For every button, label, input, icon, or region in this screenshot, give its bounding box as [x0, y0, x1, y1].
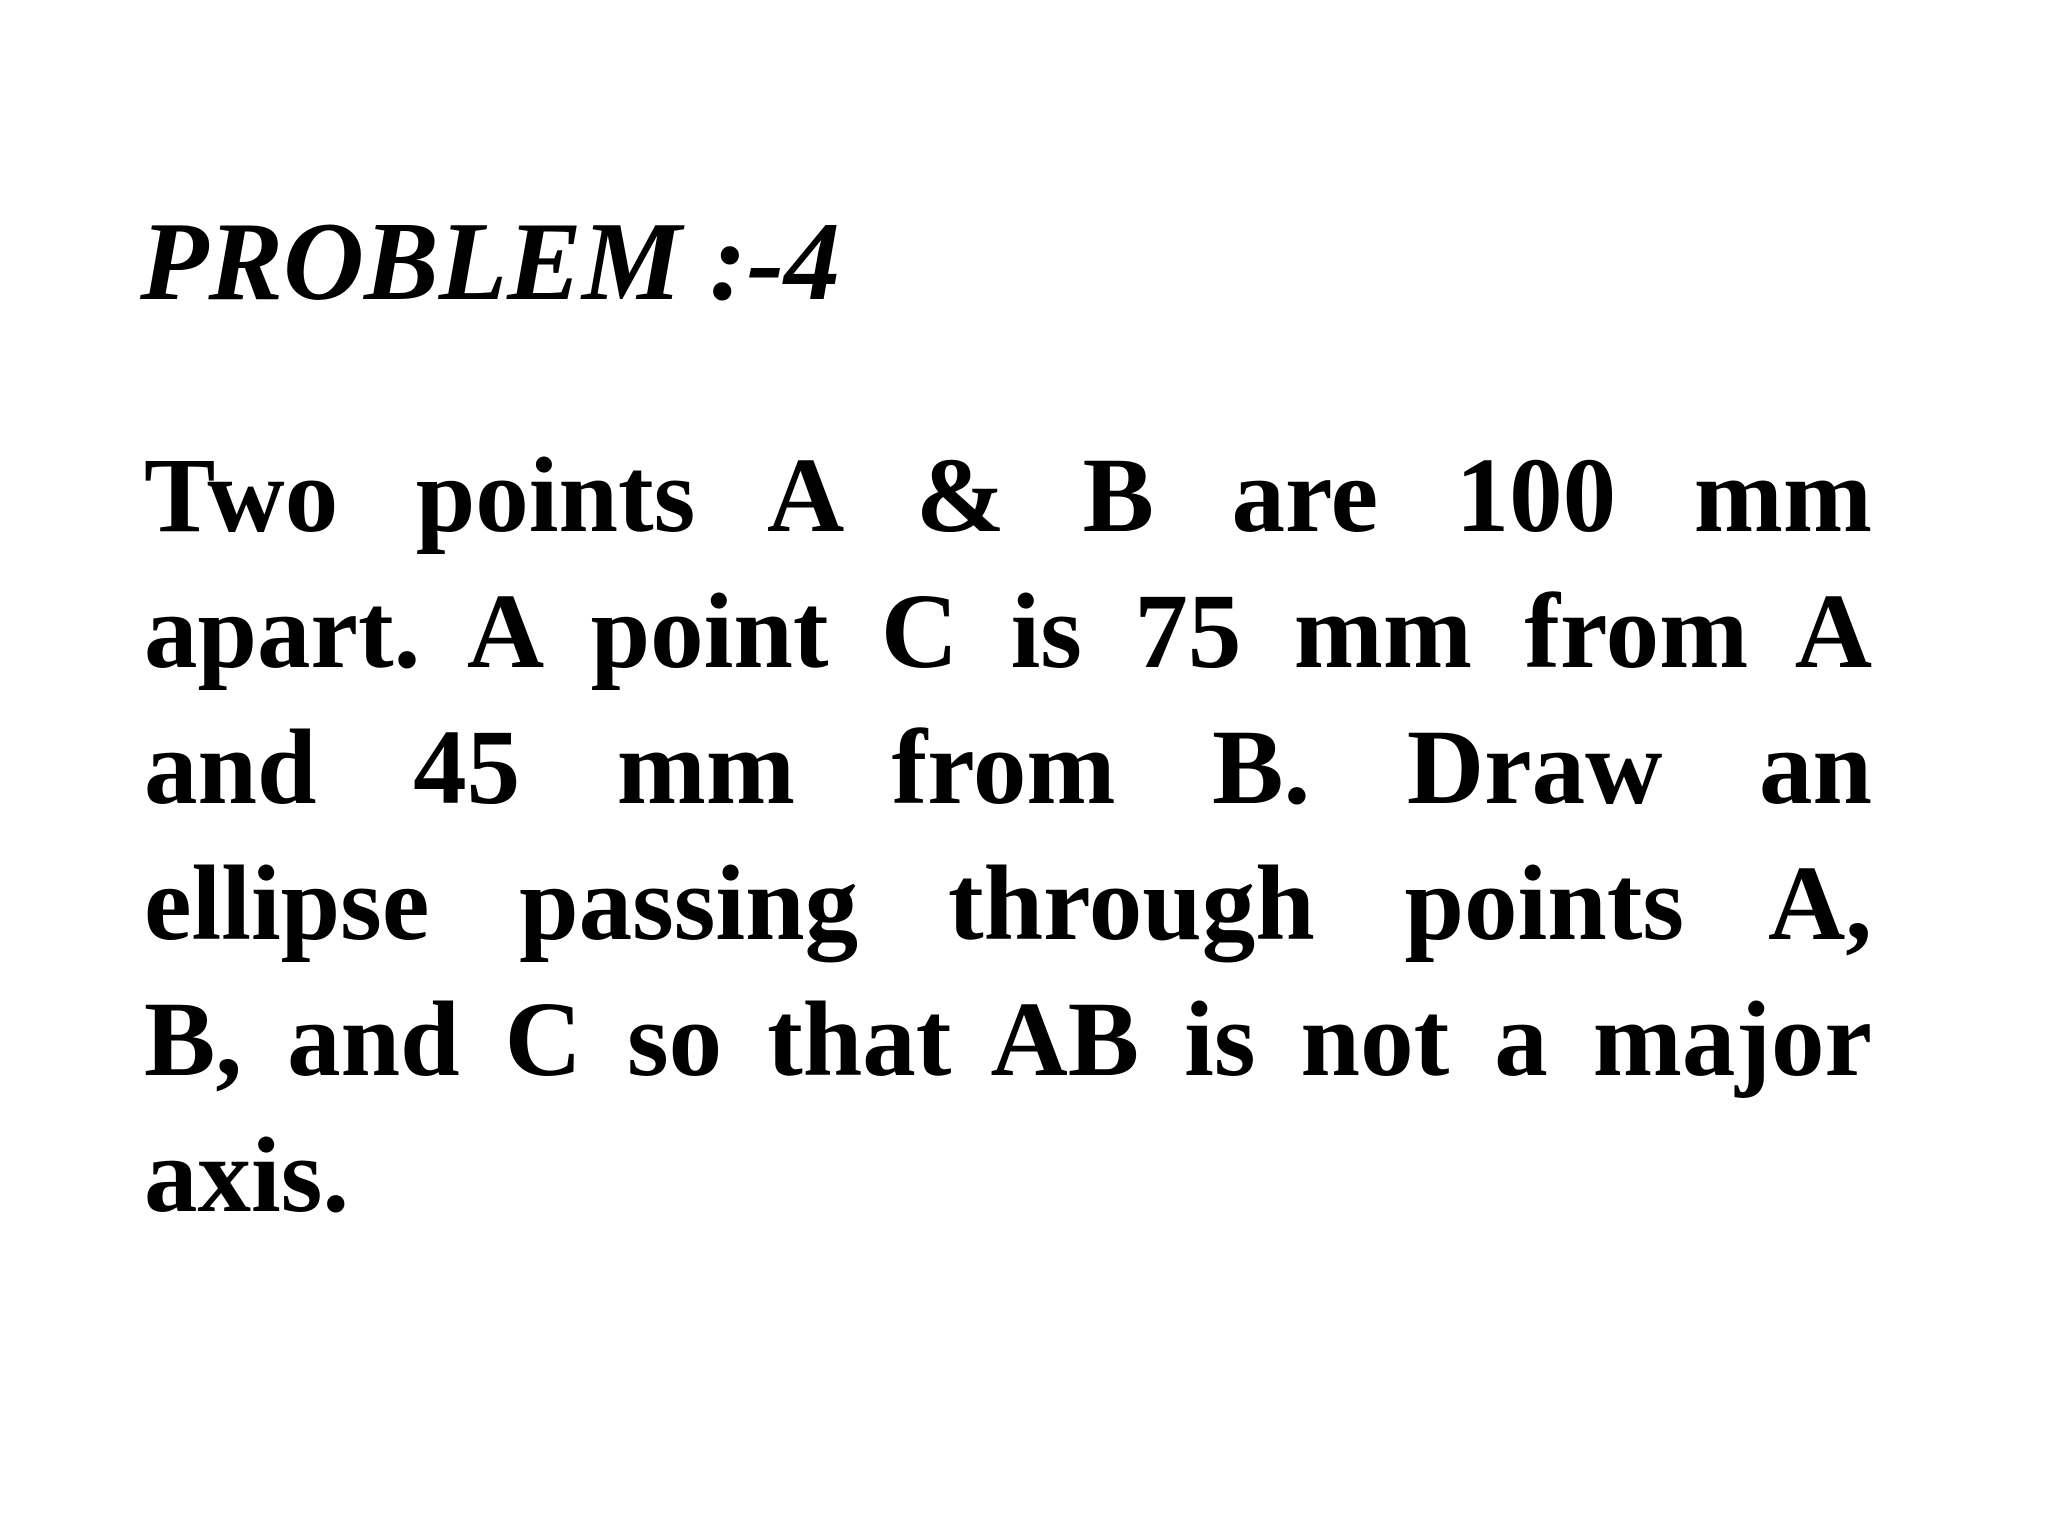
statement-line-2: apart. A point C is 75 mm from A: [144, 573, 1872, 691]
statement-line-3: and 45 mm from B. Draw an: [144, 709, 1872, 827]
problem-title: PROBLEM :-4: [140, 200, 840, 324]
statement-line-5: B, and C so that AB is not a major: [144, 981, 1872, 1099]
statement-line-6: axis.: [144, 1117, 350, 1235]
statement-line-1: Two points A & B are 100 mm: [144, 437, 1872, 555]
problem-statement: [144, 428, 1872, 1244]
statement-line-4: ellipse passing through points A,: [144, 845, 1872, 963]
